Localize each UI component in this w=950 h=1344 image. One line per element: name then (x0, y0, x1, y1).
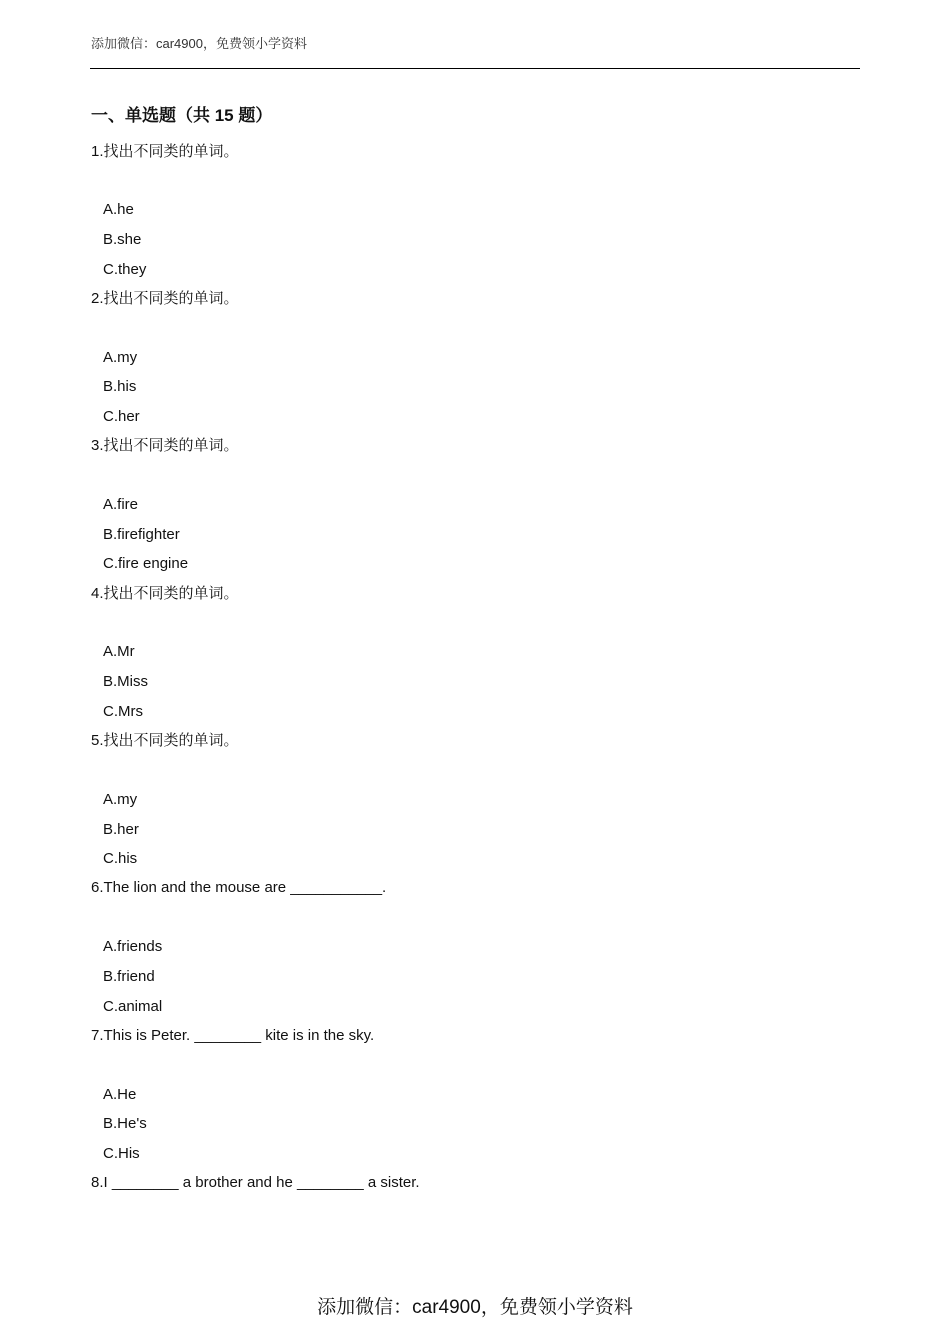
question-6-option-c: C.animal (103, 998, 163, 1015)
question-1-option-c: C.they (103, 261, 147, 278)
question-4-stem: 4.找出不同类的单词。 (91, 585, 239, 602)
question-7-stem: 7.This is Peter. ________ kite is in the sky. (91, 1027, 375, 1044)
question-6-option-a: A.friends (103, 938, 163, 955)
question-2-option-c: C.her (103, 408, 140, 425)
question-3-option-a: A.fire (103, 496, 139, 513)
question-3-option-b: B.firefighter (103, 526, 180, 543)
question-7-option-c: C.His (103, 1145, 140, 1162)
footer-watermark-text: 添加微信：car4900，免费领小学资料 (317, 1297, 633, 1318)
question-3-option-c: C.fire engine (103, 555, 189, 572)
question-3-stem: 3.找出不同类的单词。 (91, 437, 239, 454)
question-1-option-b: B.she (103, 231, 142, 248)
question-5-option-c: C.his (103, 850, 138, 867)
question-1-option-a: A.he (103, 201, 134, 218)
question-2-stem: 2.找出不同类的单词。 (91, 290, 239, 307)
question-5-option-a: A.my (103, 791, 138, 808)
question-4-option-c: C.Mrs (103, 703, 143, 720)
question-5-option-b: B.her (103, 821, 139, 838)
question-4-option-b: B.Miss (103, 673, 148, 690)
question-1-stem: 1.找出不同类的单词。 (91, 143, 239, 160)
question-6-option-b: B.friend (103, 968, 155, 985)
question-4-option-a: A.Mr (103, 643, 135, 660)
question-6-stem: 6.The lion and the mouse are ___________. (91, 879, 387, 896)
question-7-option-a: A.He (103, 1086, 137, 1103)
question-8-stem: 8.I ________ a brother and he ________ a sister. (91, 1174, 420, 1191)
header-divider (90, 68, 860, 69)
header-watermark-text: 添加微信：car4900，免费领小学资料 (91, 36, 307, 51)
question-7-option-b: B.He's (103, 1115, 147, 1132)
question-5-stem: 5.找出不同类的单词。 (91, 732, 239, 749)
question-2-option-b: B.his (103, 378, 137, 395)
section-title: 一、单选题（共 15 题） (91, 106, 273, 125)
question-2-option-a: A.my (103, 349, 138, 366)
